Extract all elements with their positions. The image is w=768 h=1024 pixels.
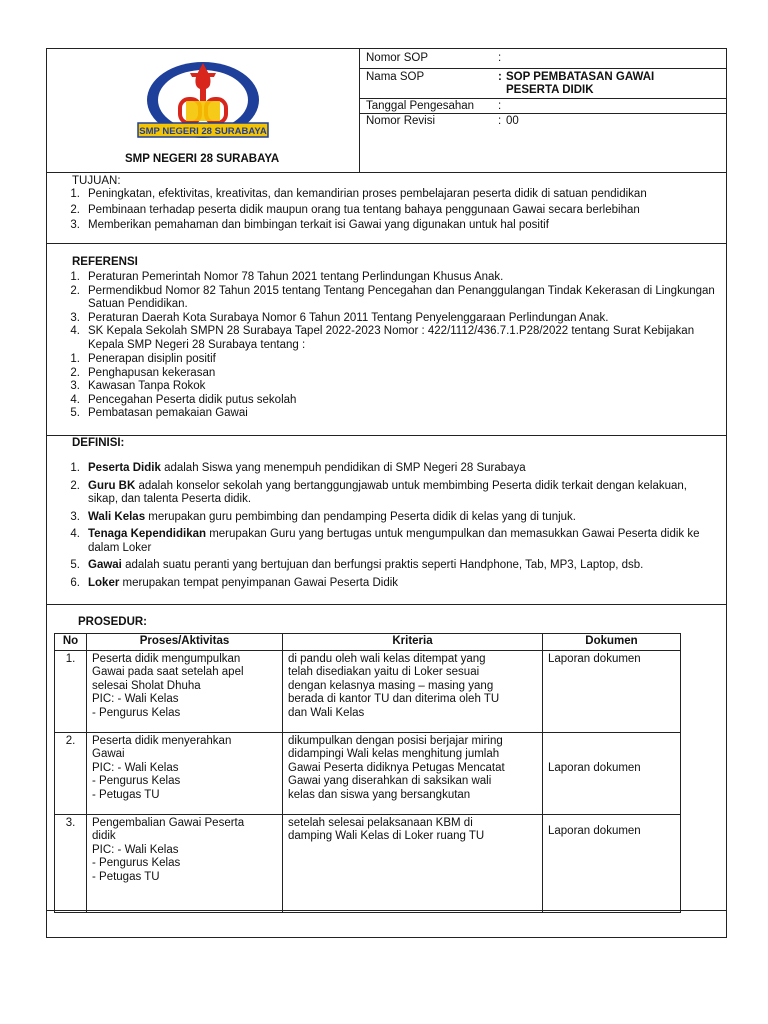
referensi-list xyxy=(60,271,715,352)
list-item: 3. Peraturan Daerah Kota Surabaya Nomor 6 Tahun 2011 Tentang Penyelenggaraan Perlindungan Anak. xyxy=(70,311,609,324)
cell-proses: Pengembalian Gawai Peserta didik PIC: - Wali Kelas - Pengurus Kelas - Petugas TU xyxy=(87,814,283,912)
table-header-row xyxy=(55,634,681,651)
list-item: 1. Peningkatan, efektivitas, kreativitas, dan kemandirian proses pembelajaran peserta didik di satuan pendidikan xyxy=(70,188,647,200)
info-row-line xyxy=(359,113,727,114)
logo-text: SMP NEGERI 28 SURABAYA xyxy=(139,126,267,137)
footer-line xyxy=(46,910,727,911)
cell-dokumen: Laporan dokumen xyxy=(543,814,681,912)
info-row-line xyxy=(359,68,727,69)
referensi-sublist xyxy=(60,353,700,421)
list-item: 2. Penghapusan kekerasan xyxy=(70,366,216,379)
cell-no: 3. xyxy=(55,814,87,912)
list-item: 2. Guru BK adalah konselor sekolah yang bertanggungjawab untuk membimbing Peserta didik terkait dengan kelakuan, sikap, dan talenta Peserta didik. xyxy=(70,479,687,505)
list-item: 6. Loker merupakan tempat penyimpanan Gawai Peserta Didik xyxy=(70,576,399,589)
cell-dokumen: Laporan dokumen xyxy=(543,650,681,732)
list-item: 4. Pencegahan Peserta didik putus sekolah xyxy=(70,393,297,406)
table-row xyxy=(55,650,681,732)
tujuan-list xyxy=(60,188,720,233)
info-colon: : xyxy=(498,71,502,83)
info-value-nomor-revisi: 00 xyxy=(506,115,519,127)
info-label-nama-sop: Nama SOP xyxy=(366,71,425,83)
list-item: 3. Memberikan pemahaman dan bimbingan terkait isi Gawai yang digunakan untuk hal positif xyxy=(70,219,549,231)
header-bottom-line xyxy=(46,172,727,173)
list-item: 3. Kawasan Tanpa Rokok xyxy=(70,380,206,392)
column-header-no: No xyxy=(55,634,87,651)
list-item: 3. Wali Kelas merupakan guru pembimbing dan pendamping Peserta didik di kelas yang di tunjuk. xyxy=(70,510,576,523)
info-label-tanggal: Tanggal Pengesahan xyxy=(366,100,475,112)
column-header-proses: Proses/Aktivitas xyxy=(87,634,283,651)
tujuan-title: TUJUAN: xyxy=(72,175,121,187)
section-line xyxy=(46,604,727,605)
section-line xyxy=(46,435,727,436)
list-item: 1. Peserta Didik adalah Siswa yang menempuh pendidikan di SMP Negeri 28 Surabaya xyxy=(70,462,526,474)
cell-kriteria: setelah selesai pelaksanaan KBM di damping Wali Kelas di Loker ruang TU xyxy=(283,814,543,912)
list-item: 5. Pembatasan pemakaian Gawai xyxy=(70,407,248,419)
school-logo xyxy=(128,55,278,145)
section-line xyxy=(46,243,727,244)
cell-proses: Peserta didik mengumpulkan Gawai pada saat setelah apel selesai Sholat Dhuha PIC: - Wali Kelas - Pengurus Kelas xyxy=(87,650,283,732)
cell-no: 2. xyxy=(55,732,87,814)
prosedur-title: PROSEDUR: xyxy=(78,616,148,628)
cell-no: 1. xyxy=(55,650,87,732)
column-header-kriteria: Kriteria xyxy=(283,634,543,651)
list-item: 4. Tenaga Kependidikan merupakan Guru yang bertugas untuk mengumpulkan dan memasukkan Gawai Peserta didik ke dalam Loker xyxy=(70,528,700,554)
cell-dokumen: Laporan dokumen xyxy=(543,732,681,814)
info-label-nomor-sop: Nomor SOP xyxy=(366,52,428,64)
info-colon: : xyxy=(498,100,502,112)
list-item: 5. Gawai adalah suatu peranti yang bertujuan dan berfungsi praktis seperti Handphone, Tab, MP3, Laptop, dsb. xyxy=(70,559,644,571)
cell-kriteria: di pandu oleh wali kelas ditempat yang telah disediakan yaitu di Loker sesuai dengan kelasnya masing – masing yang berada di kantor TU dan diterima oleh TU dan Wali Kelas xyxy=(283,650,543,732)
list-item: 1. Peraturan Pemerintah Nomor 78 Tahun 2021 tentang Perlindungan Khusus Anak. xyxy=(70,271,504,283)
info-colon: : xyxy=(498,52,502,64)
info-value-nama-sop: SOP PEMBATASAN GAWAI PESERTA DIDIK xyxy=(506,71,655,96)
table-row xyxy=(55,814,681,912)
list-item: 1. Penerapan disiplin positif xyxy=(70,353,216,365)
table-row xyxy=(55,732,681,814)
prosedur-table xyxy=(54,633,681,913)
cell-kriteria: dikumpulkan dengan posisi berjajar miring didampingi Wali kelas menghitung jumlah Gawai Peserta didiknya Petugas Mencatat Gawai yang diserahkan di saksikan wali kelas dan siswa yang bersangkutan xyxy=(283,732,543,814)
header-divider xyxy=(359,48,360,172)
list-item: 4. SK Kepala Sekolah SMPN 28 Surabaya Tapel 2022-2023 Nomor : 422/1112/436.7.1.P28/2022 tentang Surat Kebijakan Kepala SMP Negeri 28 Surabaya tentang : xyxy=(70,325,695,351)
info-row-line xyxy=(359,98,727,99)
school-name: SMP NEGERI 28 SURABAYA xyxy=(125,153,280,165)
info-label-nomor-revisi: Nomor Revisi xyxy=(366,115,436,127)
info-colon: : xyxy=(498,115,502,127)
list-item: 2. Permendikbud Nomor 82 Tahun 2015 tentang Tentang Pencegahan dan Penanggulangan Tindak Kekerasan di Lingkungan Satuan Pendidikan. xyxy=(70,284,715,310)
definisi-list xyxy=(60,462,720,590)
column-header-dokumen: Dokumen xyxy=(543,634,681,651)
referensi-title: REFERENSI xyxy=(72,256,138,268)
list-item: 2. Pembinaan terhadap peserta didik maupun orang tua tentang bahaya penggunaan Gawai secara berlebihan xyxy=(70,203,640,216)
cell-proses: Peserta didik menyerahkan Gawai PIC: - Wali Kelas - Pengurus Kelas - Petugas TU xyxy=(87,732,283,814)
definisi-title: DEFINISI: xyxy=(72,437,125,449)
